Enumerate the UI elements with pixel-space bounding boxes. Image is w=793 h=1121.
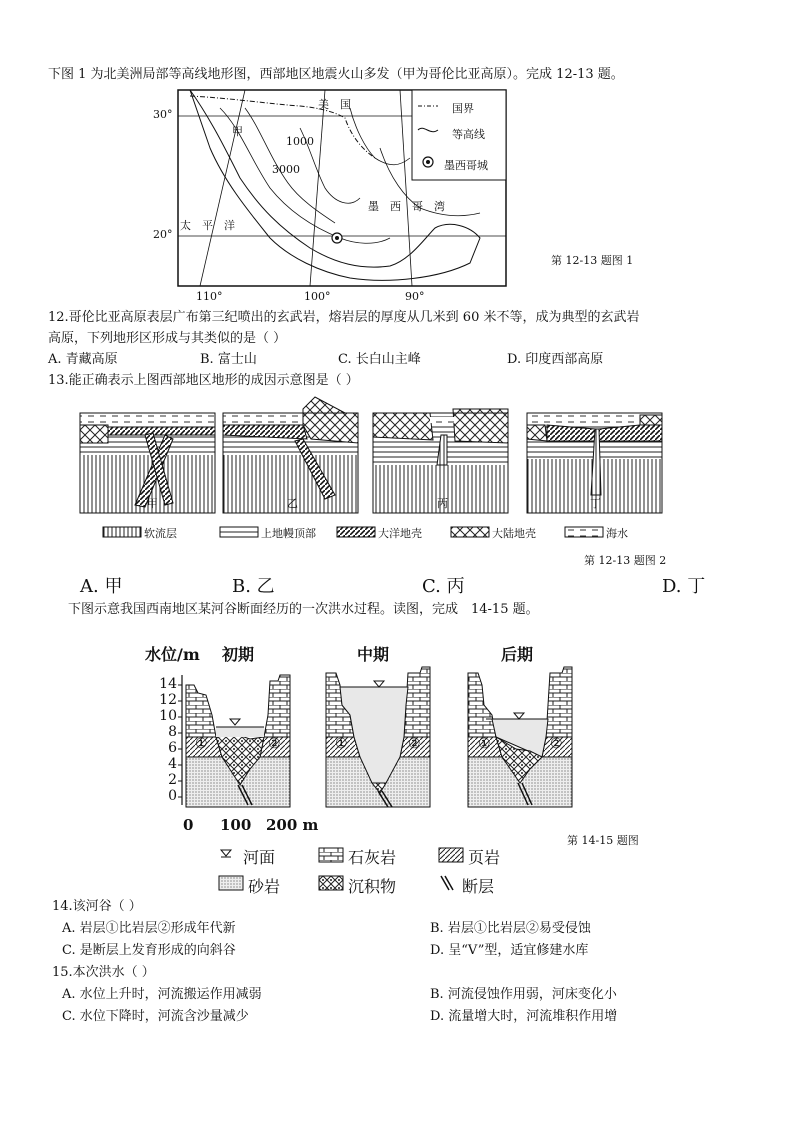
q14-stem: 14.该河谷（ ） — [52, 899, 142, 914]
q15-option-a[interactable]: A. 水位上升时，河流搬运作用减弱 — [62, 987, 262, 1002]
panel-label-yi: 乙 — [287, 497, 298, 510]
lon-100-label: 100° — [304, 290, 331, 303]
panel-label-jia: 甲 — [147, 497, 158, 510]
q15-option-c[interactable]: C. 水位下降时，河流含沙量减少 — [62, 1009, 249, 1024]
q12-stem-line1: 12.哥伦比亚高原表层广布第三纪喷出的玄武岩，熔岩层的厚度从几米到 60 米不等，成为典型的玄武岩 — [48, 310, 640, 325]
legend-contour-label: 等高线 — [452, 128, 485, 141]
legend-limestone: 石灰岩 — [348, 848, 397, 867]
panel-label-ding: 丁 — [590, 497, 601, 510]
legend-asthenosphere: 软流层 — [144, 527, 177, 540]
ytick: 12 — [159, 692, 177, 708]
legend-shale: 页岩 — [468, 848, 501, 867]
lon-110-label: 110° — [196, 290, 223, 303]
valley-sections — [150, 665, 590, 835]
xtick-100: 100 — [220, 816, 252, 834]
ytick: 4 — [168, 756, 177, 772]
panel-label-bing: 丙 — [437, 497, 448, 510]
valley-yticks — [159, 676, 177, 804]
legend-sandstone: 砂岩 — [248, 877, 281, 896]
legend-river-surface: 河面 — [243, 848, 276, 867]
legend-sediment: 沉积物 — [348, 877, 397, 896]
contour-1000-label: 1000 — [286, 135, 314, 148]
layer-1-early: ① — [195, 736, 208, 752]
q12-option-d[interactable]: D. 印度西部高原 — [507, 352, 604, 367]
plate-diagrams — [75, 395, 675, 545]
ytick: 14 — [159, 676, 177, 692]
xtick-0: 0 — [183, 816, 194, 834]
legend-fault: 断层 — [462, 877, 495, 896]
legend-upper-mantle: 上地幔顶部 — [261, 527, 316, 540]
q15-option-b[interactable]: B. 河流侵蚀作用弱，河床变化小 — [430, 987, 617, 1002]
xtick-200: 200 m — [266, 816, 319, 834]
ytick: 0 — [168, 788, 177, 804]
q12-stem-line2: 高原，下列地形区形成与其类似的是（ ） — [48, 331, 287, 346]
intro-12-13: 下图 1 为北美洲局部等高线地形图，西部地区地震火山多发（甲为哥伦比亚高原）。完成 12-13 题。 — [48, 67, 624, 82]
legend-city-label: 墨西哥城 — [444, 159, 488, 172]
lat-20-label: 20° — [153, 228, 173, 241]
lat-30-label: 30° — [153, 108, 173, 121]
q13-option-b[interactable]: B. 乙 — [232, 576, 275, 597]
q14-option-c[interactable]: C. 是断层上发育形成的向斜谷 — [62, 943, 236, 958]
layer-2-early: ② — [268, 736, 281, 752]
q13-stem: 13.能正确表示上图西部地区地形的成因示意图是（ ） — [48, 373, 359, 388]
q14-option-a[interactable]: A. 岩层①比岩层②形成年代新 — [62, 921, 236, 936]
jia-plateau-label: 甲 — [232, 125, 243, 138]
lon-90-label: 90° — [405, 290, 425, 303]
ytick: 10 — [159, 708, 177, 724]
north-america-contour-map — [150, 88, 510, 303]
map-caption: 第 12-13 题图 1 — [551, 254, 634, 267]
phase-late: 后期 — [501, 645, 534, 664]
legend-border-label: 国界 — [452, 102, 474, 115]
q15-stem: 15.本次洪水（ ） — [52, 965, 155, 980]
q15-option-d[interactable]: D. 流量增大时，河流堆积作用增 — [430, 1009, 618, 1024]
layer-1-late: ① — [478, 736, 491, 752]
layer-2-late: ② — [550, 736, 563, 752]
q13-option-c[interactable]: C. 丙 — [422, 576, 465, 597]
layer-2-middle: ② — [408, 736, 421, 752]
valley-caption: 第 14-15 题图 — [567, 834, 639, 847]
phase-early: 初期 — [222, 645, 255, 664]
q12-option-c[interactable]: C. 长白山主峰 — [338, 352, 421, 367]
intro-14-15: 下图示意我国西南地区某河谷断面经历的一次洪水过程。读图，完成 14-15 题。 — [68, 602, 539, 617]
legend-oceanic-crust: 大洋地壳 — [378, 527, 422, 540]
valley-ylabel: 水位/m — [145, 645, 200, 664]
q13-option-a[interactable]: A. 甲 — [80, 576, 123, 597]
usa-label: 美 国 — [318, 98, 351, 111]
legend-continental-crust: 大陆地壳 — [492, 527, 536, 540]
layer-1-middle: ① — [335, 736, 348, 752]
q12-option-b[interactable]: B. 富士山 — [200, 352, 257, 367]
ytick: 2 — [168, 772, 177, 788]
pacific-label: 太 平 洋 — [180, 219, 235, 232]
q14-option-b[interactable]: B. 岩层①比岩层②易受侵蚀 — [430, 921, 591, 936]
phase-middle: 中期 — [357, 645, 390, 664]
contour-3000-label: 3000 — [272, 163, 300, 176]
ytick: 8 — [168, 724, 177, 740]
q13-caption: 第 12-13 题图 2 — [584, 554, 667, 567]
gulf-label: 墨 西 哥 湾 — [368, 200, 445, 213]
q12-option-a[interactable]: A. 青藏高原 — [48, 352, 118, 367]
q13-option-d[interactable]: D. 丁 — [662, 576, 706, 597]
q14-option-d[interactable]: D. 呈“V”型，适宜修建水库 — [430, 943, 589, 958]
legend-seawater: 海水 — [606, 527, 628, 540]
ytick: 6 — [168, 740, 177, 756]
